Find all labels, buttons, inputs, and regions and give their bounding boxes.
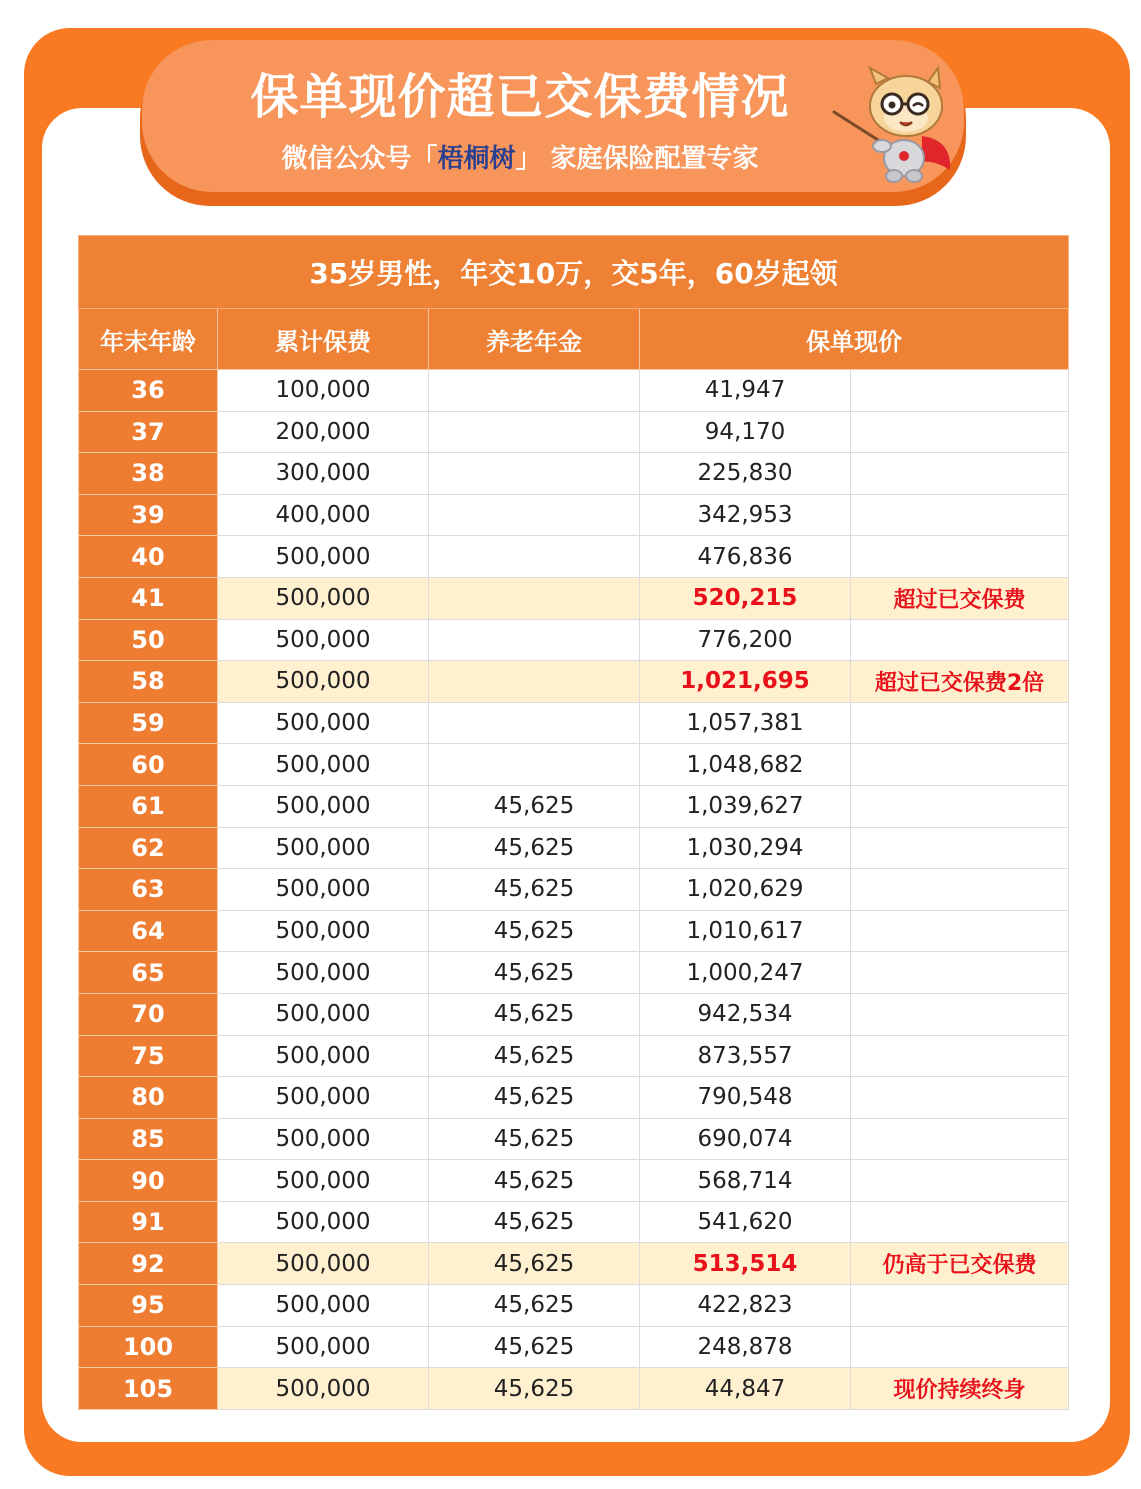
annuity-cell: 45,625 (429, 1285, 640, 1327)
cash-value-cell: 476,836 (640, 536, 851, 578)
note-cell (851, 1285, 1069, 1327)
table-row (79, 869, 1069, 911)
table-row (79, 1243, 1069, 1285)
annuity-cell: 45,625 (429, 1201, 640, 1243)
premium-cell: 500,000 (218, 993, 429, 1035)
age-cell: 105 (79, 1368, 218, 1410)
premium-cell: 500,000 (218, 910, 429, 952)
premium-cell: 500,000 (218, 619, 429, 661)
annuity-cell: 45,625 (429, 869, 640, 911)
column-header-age: 年末年龄 (79, 309, 218, 370)
cash-value-cell: 790,548 (640, 1077, 851, 1119)
table-header-row (79, 309, 1069, 370)
note-cell (851, 702, 1069, 744)
table-row (79, 744, 1069, 786)
premium-cell: 500,000 (218, 1243, 429, 1285)
cash-value-cell: 513,514 (640, 1243, 851, 1285)
annuity-cell: 45,625 (429, 785, 640, 827)
note-cell (851, 993, 1069, 1035)
age-cell: 64 (79, 910, 218, 952)
note-cell: 现价持续终身 (851, 1368, 1069, 1410)
note-cell (851, 453, 1069, 495)
column-header-premium: 累计保费 (218, 309, 429, 370)
age-cell: 60 (79, 744, 218, 786)
premium-cell: 500,000 (218, 952, 429, 994)
page-title: 保单现价超已交保费情况 (250, 69, 790, 125)
note-cell: 仍高于已交保费 (851, 1243, 1069, 1285)
cash-value-cell: 690,074 (640, 1118, 851, 1160)
premium-cell: 500,000 (218, 661, 429, 703)
table-row (79, 661, 1069, 703)
annuity-cell (429, 536, 640, 578)
age-cell: 40 (79, 536, 218, 578)
age-cell: 59 (79, 702, 218, 744)
premium-cell: 500,000 (218, 1326, 429, 1368)
premium-cell: 500,000 (218, 1035, 429, 1077)
age-cell: 80 (79, 1077, 218, 1119)
note-cell: 超过已交保费 (851, 577, 1069, 619)
premium-cell: 300,000 (218, 453, 429, 495)
age-cell: 92 (79, 1243, 218, 1285)
table-row (79, 702, 1069, 744)
table-row (79, 619, 1069, 661)
note-cell (851, 1118, 1069, 1160)
annuity-cell: 45,625 (429, 827, 640, 869)
premium-cell: 500,000 (218, 1118, 429, 1160)
annuity-cell: 45,625 (429, 910, 640, 952)
column-header-annuity: 养老年金 (429, 309, 640, 370)
table-row (79, 1160, 1069, 1202)
note-cell (851, 952, 1069, 994)
age-cell: 62 (79, 827, 218, 869)
note-cell (851, 827, 1069, 869)
note-cell (851, 1035, 1069, 1077)
annuity-cell: 45,625 (429, 1160, 640, 1202)
age-cell: 63 (79, 869, 218, 911)
age-cell: 50 (79, 619, 218, 661)
table-row (79, 1035, 1069, 1077)
cash-value-cell: 94,170 (640, 411, 851, 453)
premium-cell: 500,000 (218, 1201, 429, 1243)
annuity-cell: 45,625 (429, 1243, 640, 1285)
annuity-cell (429, 619, 640, 661)
age-cell: 85 (79, 1118, 218, 1160)
table-row (79, 577, 1069, 619)
premium-cell: 500,000 (218, 827, 429, 869)
table-row (79, 785, 1069, 827)
note-cell (851, 1160, 1069, 1202)
note-cell (851, 411, 1069, 453)
cash-value-cell: 776,200 (640, 619, 851, 661)
age-cell: 36 (79, 370, 218, 412)
annuity-cell (429, 494, 640, 536)
premium-cell: 500,000 (218, 536, 429, 578)
table-row (79, 1077, 1069, 1119)
table-row (79, 1285, 1069, 1327)
age-cell: 41 (79, 577, 218, 619)
age-cell: 95 (79, 1285, 218, 1327)
table-row (79, 993, 1069, 1035)
cash-value-cell: 44,847 (640, 1368, 851, 1410)
annuity-cell: 45,625 (429, 1368, 640, 1410)
note-cell (851, 785, 1069, 827)
annuity-cell (429, 702, 640, 744)
table-row (79, 952, 1069, 994)
cash-value-cell: 942,534 (640, 993, 851, 1035)
cash-value-cell: 248,878 (640, 1326, 851, 1368)
subtitle-brand: 梧桐树 (437, 144, 516, 174)
cash-value-cell: 541,620 (640, 1201, 851, 1243)
annuity-cell (429, 577, 640, 619)
table-row (79, 411, 1069, 453)
annuity-cell: 45,625 (429, 952, 640, 994)
annuity-cell: 45,625 (429, 1326, 640, 1368)
note-cell (851, 536, 1069, 578)
annuity-cell (429, 370, 640, 412)
mascot-icon (830, 66, 960, 184)
cash-value-cell: 342,953 (640, 494, 851, 536)
note-cell: 超过已交保费2倍 (851, 661, 1069, 703)
cash-value-cell: 1,030,294 (640, 827, 851, 869)
age-cell: 65 (79, 952, 218, 994)
age-cell: 90 (79, 1160, 218, 1202)
age-cell: 61 (79, 785, 218, 827)
premium-cell: 500,000 (218, 1077, 429, 1119)
annuity-cell: 45,625 (429, 1035, 640, 1077)
age-cell: 91 (79, 1201, 218, 1243)
premium-cell: 500,000 (218, 1285, 429, 1327)
note-cell (851, 619, 1069, 661)
cash-value-cell: 520,215 (640, 577, 851, 619)
note-cell (851, 1326, 1069, 1368)
age-cell: 100 (79, 1326, 218, 1368)
age-cell: 70 (79, 993, 218, 1035)
age-cell: 37 (79, 411, 218, 453)
note-cell (851, 370, 1069, 412)
page-subtitle (160, 138, 880, 175)
annuity-cell (429, 411, 640, 453)
table-caption: 35岁男性，年交10万，交5年，60岁起领 (79, 236, 1069, 309)
age-cell: 75 (79, 1035, 218, 1077)
cash-value-cell: 873,557 (640, 1035, 851, 1077)
premium-cell: 200,000 (218, 411, 429, 453)
cash-value-cell: 1,039,627 (640, 785, 851, 827)
premium-cell: 500,000 (218, 702, 429, 744)
premium-cell: 500,000 (218, 577, 429, 619)
column-header-cash-value: 保单现价 (640, 309, 1069, 370)
note-cell (851, 1201, 1069, 1243)
cash-value-cell: 1,020,629 (640, 869, 851, 911)
age-cell: 38 (79, 453, 218, 495)
table-row (79, 494, 1069, 536)
age-cell: 58 (79, 661, 218, 703)
premium-cell: 500,000 (218, 785, 429, 827)
cash-value-cell: 225,830 (640, 453, 851, 495)
note-cell (851, 494, 1069, 536)
table-row (79, 370, 1069, 412)
annuity-cell: 45,625 (429, 1118, 640, 1160)
note-cell (851, 1077, 1069, 1119)
cash-value-cell: 422,823 (640, 1285, 851, 1327)
table-row (79, 1201, 1069, 1243)
table-caption-row (79, 236, 1069, 309)
table-row (79, 453, 1069, 495)
premium-cell: 100,000 (218, 370, 429, 412)
cash-value-cell: 1,000,247 (640, 952, 851, 994)
cash-value-table (78, 235, 1068, 1410)
annuity-cell: 45,625 (429, 1077, 640, 1119)
note-cell (851, 869, 1069, 911)
cash-value-cell: 41,947 (640, 370, 851, 412)
cash-value-cell: 1,010,617 (640, 910, 851, 952)
age-cell: 39 (79, 494, 218, 536)
table-row (79, 536, 1069, 578)
premium-cell: 500,000 (218, 744, 429, 786)
table-row (79, 910, 1069, 952)
cash-value-cell: 568,714 (640, 1160, 851, 1202)
premium-cell: 500,000 (218, 1160, 429, 1202)
subtitle-prefix: 微信公众号「 (281, 144, 438, 174)
cash-value-cell: 1,048,682 (640, 744, 851, 786)
annuity-cell (429, 453, 640, 495)
premium-cell: 400,000 (218, 494, 429, 536)
table-row (79, 1368, 1069, 1410)
annuity-cell (429, 661, 640, 703)
annuity-cell (429, 744, 640, 786)
subtitle-suffix: 」 家庭保险配置专家 (515, 144, 759, 174)
annuity-cell: 45,625 (429, 993, 640, 1035)
cash-value-cell: 1,021,695 (640, 661, 851, 703)
note-cell (851, 744, 1069, 786)
premium-cell: 500,000 (218, 1368, 429, 1410)
table-row (79, 1326, 1069, 1368)
table-row (79, 1118, 1069, 1160)
note-cell (851, 910, 1069, 952)
premium-cell: 500,000 (218, 869, 429, 911)
cash-value-cell: 1,057,381 (640, 702, 851, 744)
table-row (79, 827, 1069, 869)
